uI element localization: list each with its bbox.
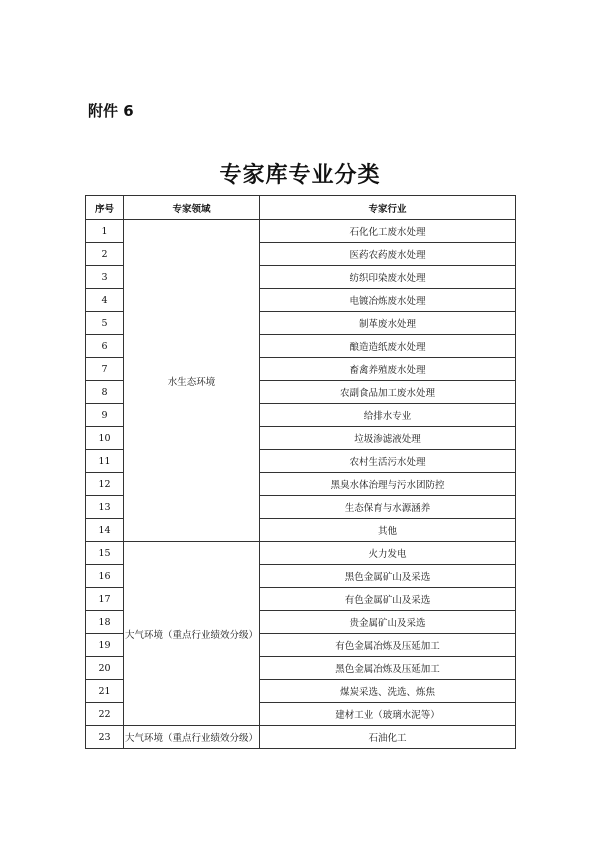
row-number: 1	[86, 220, 124, 243]
industry-cell: 煤炭采选、洗选、炼焦	[260, 680, 516, 703]
field-cell: 水生态环境	[124, 220, 260, 542]
row-number: 22	[86, 703, 124, 726]
row-number: 10	[86, 427, 124, 450]
row-number: 15	[86, 542, 124, 565]
row-number: 7	[86, 358, 124, 381]
table-body	[86, 220, 516, 749]
industry-cell: 贵金属矿山及采选	[260, 611, 516, 634]
industry-cell: 其他	[260, 519, 516, 542]
row-number: 4	[86, 289, 124, 312]
industry-cell: 农村生活污水处理	[260, 450, 516, 473]
row-number: 5	[86, 312, 124, 335]
row-number: 3	[86, 266, 124, 289]
row-number: 19	[86, 634, 124, 657]
field-cell: 大气环境（重点行业绩效分级）	[124, 542, 260, 726]
row-number: 20	[86, 657, 124, 680]
attachment-label: 附件 6	[88, 102, 134, 120]
table-row	[86, 220, 516, 243]
industry-cell: 建材工业（玻璃水泥等）	[260, 703, 516, 726]
industry-cell: 黑色金属冶炼及压延加工	[260, 657, 516, 680]
row-number: 23	[86, 726, 124, 749]
industry-cell: 给排水专业	[260, 404, 516, 427]
table-header-row	[86, 196, 516, 220]
industry-cell: 电镀冶炼废水处理	[260, 289, 516, 312]
industry-cell: 垃圾渗滤液处理	[260, 427, 516, 450]
row-number: 17	[86, 588, 124, 611]
row-number: 21	[86, 680, 124, 703]
industry-cell: 畜禽养殖废水处理	[260, 358, 516, 381]
row-number: 14	[86, 519, 124, 542]
field-cell: 大气环境（重点行业绩效分级）	[124, 726, 260, 749]
row-number: 6	[86, 335, 124, 358]
header-no: 序号	[86, 196, 124, 220]
header-field: 专家领域	[124, 196, 260, 220]
industry-cell: 石油化工	[260, 726, 516, 749]
industry-cell: 制革废水处理	[260, 312, 516, 335]
industry-cell: 医药农药废水处理	[260, 243, 516, 266]
industry-cell: 石化化工废水处理	[260, 220, 516, 243]
row-number: 11	[86, 450, 124, 473]
header-industry: 专家行业	[260, 196, 516, 220]
industry-cell: 生态保育与水源涵养	[260, 496, 516, 519]
industry-cell: 黑臭水体治理与污水团防控	[260, 473, 516, 496]
row-number: 8	[86, 381, 124, 404]
industry-cell: 酿造造纸废水处理	[260, 335, 516, 358]
industry-cell: 有色金属矿山及采选	[260, 588, 516, 611]
industry-cell: 农副食品加工废水处理	[260, 381, 516, 404]
row-number: 13	[86, 496, 124, 519]
row-number: 12	[86, 473, 124, 496]
expert-category-table	[85, 195, 516, 749]
row-number: 2	[86, 243, 124, 266]
table-row	[86, 726, 516, 749]
industry-cell: 黑色金属矿山及采选	[260, 565, 516, 588]
page-title: 专家库专业分类	[219, 163, 381, 188]
row-number: 16	[86, 565, 124, 588]
row-number: 9	[86, 404, 124, 427]
industry-cell: 纺织印染废水处理	[260, 266, 516, 289]
row-number: 18	[86, 611, 124, 634]
industry-cell: 有色金属冶炼及压延加工	[260, 634, 516, 657]
industry-cell: 火力发电	[260, 542, 516, 565]
table-row	[86, 542, 516, 565]
